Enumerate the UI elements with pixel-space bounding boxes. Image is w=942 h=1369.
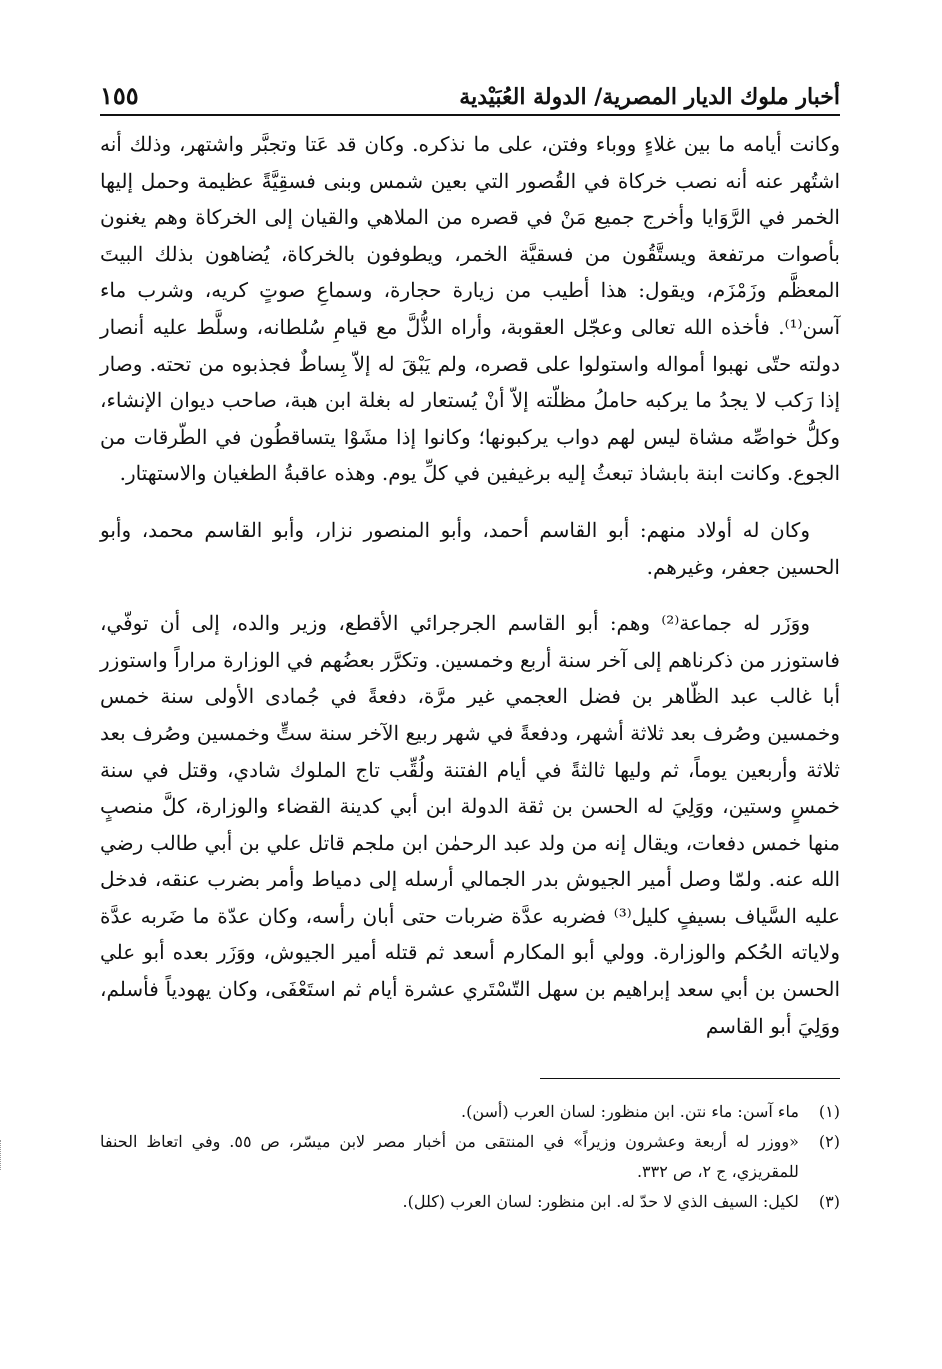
footnote (100, 1187, 840, 1217)
page-number: ١٥٥ (100, 81, 139, 110)
footnote (100, 1127, 840, 1187)
footnote-text: ماء آسن: ماء نتن. ابن منظور: لسان العرب (أسن). (461, 1102, 799, 1122)
page-header (100, 70, 840, 116)
paragraph: وكان له أولاد منهم: أبو القاسم أحمد، وأبو المنصور نزار، وأبو القاسم محمد، وأبو الحسين جعفر، وغيرهم. (100, 517, 840, 579)
footnotes (100, 1097, 840, 1217)
footnote (100, 1097, 840, 1127)
paragraph: وكانت أيامه ما بين غلاءٍ ووباء وفتن، على ما نذكره. وكان قد عَتا وتجبَّر واشتهر، وذلك أنه اشتُهر عنه أنه نصب خركاة في القُصور التي بعين شمس وبنى فسقِيَّةً عظيمة وحمل إليها الخمر في الرَّوَايا وأخرج جميع مَنْ في قصره من الملاهي والقيان إلى الخركاة وهم يغنون بأصوات مرتفعة ويستَّقُون من فسقيَّة الخمر، ويطوفون بالخركاة، يُضاهون بذلك البيتَ المعظَّم وزَمْزَم، ويقول: هذا أطيب من زيارة حجارة، وسماعِ صوتٍ كريه، وشرب ماء آسن⁽¹⁾. فأخذه الله تعالى وعجّل العقوبة، وأراه الذُّلَّ مع قيامِ سُلطانه، وسلَّط عليه أنصار دولته حتّى نهبوا أمواله واستولوا على قصره، ولم يَبْقَ له إلاّ بِساطٌ فجذبوه من تحته. وصار إذا رَكب لا يجدُ ما يركبه حاملُ مظلّته إلاّ أنْ يُستعار له بغلة ابن هبة، صاحب ديوان الإنشاء، وكلُّ خواصِّه مشاة ليس لهم دواب يركبونها؛ وكانوا إذا مشَوْا يتساقطُون في الطّرقات من الجوع. وكانت ابنة بابشاذ تبعثُ إليه برغيفين في كلِّ يوم. وهذه عاقبةُ الطغيان والاستهتار. (100, 132, 841, 486)
paragraph: ووَزَر له جماعة⁽²⁾ وهم: أبو القاسم الجرجرائي الأقطع، وزير والده، إلى أن توفّي، فاستوزر من ذكرناهم إلى آخر سنة أربع وخمسين. وتكرَّر بعضُهم في الوزارة مراراً واستوزر أبا غالب عبد الظّاهر بن فضل العجمي غير مرَّة، دفعةً في جُمادى الأولى سنة خمس وخمسين وصُرف بعد ثلاثة أشهر، ودفعةً في شهر ربيع الآخر سنة ستٍّ وخمسين وصُرف بعد ثلاثة وأربعين يوماً، ثم وليها ثالثةً في أيام الفتنة ولُقِّب تاج الملوك شادي، وقتل في سنة خمسٍ وستين، ووَلِيَ له الحسن بن ثقة الدولة ابن أبي كدينة القضاء والوزارة، كلَّ منصبٍ منها خمس دفعات، ويقال إنه من ولد عبد الرحمٰن ابن ملجم قاتل علي بن أبي طالب رضي الله عنه. ولمّا وصل أمير الجيوش بدر الجمالي أرسله إلى دمياط وأمر بضرب عنقه، فدخل عليه السَّياف بسيفٍ كليل⁽³⁾ فضربه عدَّة ضربات حتى أبان رأسه، وكان عدّة ما ضَربه عدَّة ولاياته الحُكم والوزارة. وولي أبو المكارم أسعد ثم قتله أمير الجيوش، ووَزَر بعده أبو علي الحسن بن أبي سعد إبراهيم بن سهل التّسْتَري عشرة أيام ثم استَعْفَى، وكان يهودياً فأسلم، ووَلِيَ أبو القاسم (100, 611, 840, 1038)
book-page (100, 70, 840, 1217)
running-title: أخبار ملوك الديار المصرية/ الدولة العُبَيْدية (459, 84, 840, 110)
footnote-number: (٢) (818, 1132, 840, 1152)
footnote-number: (٣) (818, 1192, 840, 1212)
footnote-text: «ووزر له أربعة وعشرون وزيراً» في المنتقى من أخبار مصر لابن ميسّر، ص ٥٥. وفي اتعاظ الحنفا للمقريزي، ج ٢، ص ٣٣٢. (100, 1132, 799, 1182)
scan-margin-mark (0, 1140, 15, 1170)
footnote-separator (540, 1078, 840, 1079)
footnote-number: (١) (818, 1102, 840, 1122)
footnote-text: لكيل: السيف الذي لا حدّ له. ابن منظور: لسان العرب (كلل). (402, 1192, 799, 1212)
main-text (100, 126, 840, 1044)
